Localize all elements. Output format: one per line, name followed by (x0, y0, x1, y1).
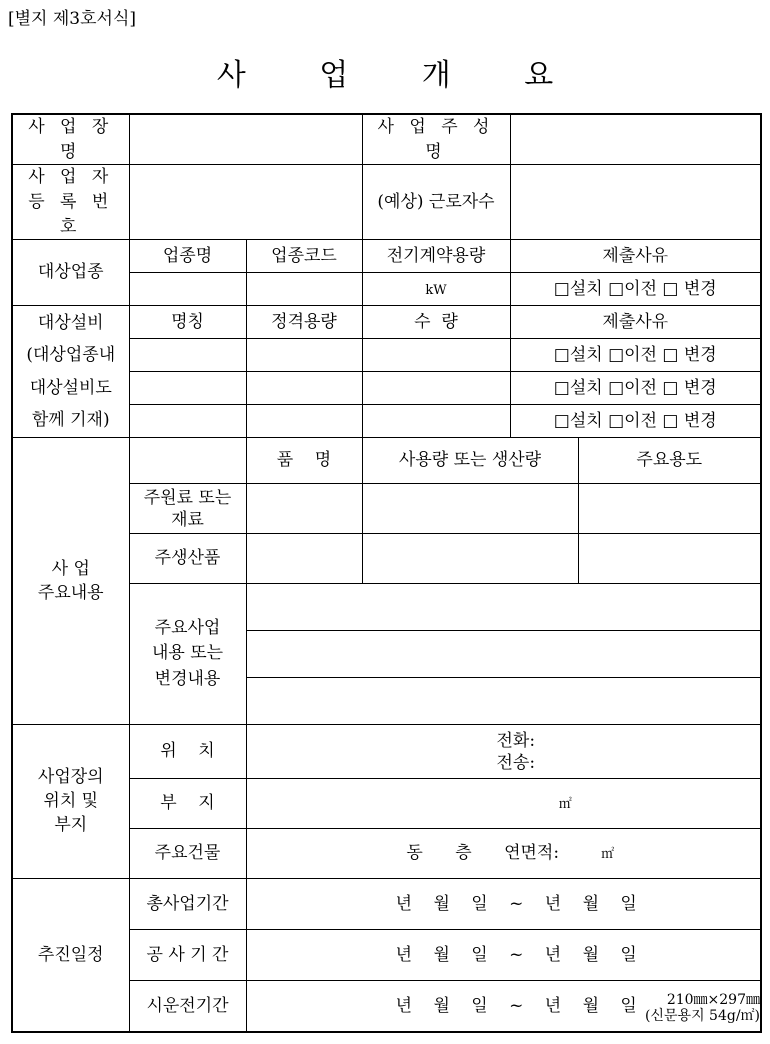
facility-name-field[interactable] (129, 339, 246, 372)
workers-field[interactable] (510, 165, 761, 240)
facility-reason-options[interactable] (510, 339, 761, 372)
business-content-label: 사 업 주요내용 (12, 438, 129, 725)
product-name-header: 품 명 (246, 438, 362, 484)
contract-power-header: 전기계약용량 (362, 240, 510, 273)
industry-name-header: 업종명 (129, 240, 246, 273)
facility-name-field[interactable] (129, 405, 246, 438)
total-period-label: 총사업기간 (129, 879, 246, 930)
site-field[interactable] (246, 779, 761, 829)
owner-name-label: 사 업 주 성 명 (362, 114, 510, 165)
kw-unit: kW (425, 282, 447, 298)
workplace-name-label: 사 업 장 명 (12, 114, 129, 165)
install-checkbox[interactable]: □설치 (553, 377, 603, 398)
main-business-label: 주요사업 내용 또는 변경내용 (129, 584, 246, 725)
industry-code-header: 업종코드 (246, 240, 362, 273)
submit-reason-header: 제출사유 (510, 240, 761, 273)
building-detail: 동 층 연면적: (406, 843, 560, 864)
phone-label: 전화: (496, 730, 536, 751)
raw-material-name-field[interactable] (246, 484, 362, 534)
owner-name-field[interactable] (510, 114, 761, 165)
change-checkbox[interactable]: □ 변경 (662, 344, 717, 365)
total-period-field[interactable] (246, 879, 761, 930)
site-label: 부 지 (129, 779, 246, 829)
main-business-line[interactable] (246, 631, 761, 678)
date-range: 년 월 일 ~ 년 월 일 (395, 944, 637, 965)
main-business-line[interactable] (246, 678, 761, 725)
quantity-field[interactable] (362, 339, 510, 372)
raw-material-label: 주원료 또는 재료 (129, 484, 246, 534)
install-checkbox[interactable]: □설치 (553, 344, 603, 365)
page-title: 사 업 개 요 (216, 58, 554, 93)
quantity-field[interactable] (362, 405, 510, 438)
install-checkbox[interactable]: □설치 (553, 278, 603, 299)
rated-capacity-field[interactable] (246, 372, 362, 405)
raw-material-usage-field[interactable] (362, 484, 578, 534)
paper-spec (645, 992, 760, 1024)
install-checkbox[interactable]: □설치 (553, 410, 603, 431)
industry-name-field[interactable] (129, 273, 246, 306)
quantity-header: 수 량 (362, 306, 510, 339)
change-checkbox[interactable]: □ 변경 (662, 278, 717, 299)
rated-capacity-header: 정격용량 (246, 306, 362, 339)
contract-power-field[interactable] (362, 273, 510, 306)
main-product-name-field[interactable] (246, 534, 362, 584)
target-industry-label: 대상업종 (12, 240, 129, 306)
facility-reason-options[interactable] (510, 405, 761, 438)
change-checkbox[interactable]: □ 변경 (662, 377, 717, 398)
industry-code-field[interactable] (246, 273, 362, 306)
main-use-header: 주요용도 (578, 438, 761, 484)
rated-capacity-field[interactable] (246, 405, 362, 438)
main-product-label: 주생산품 (129, 534, 246, 584)
workplace-name-field[interactable] (129, 114, 362, 165)
trial-period-label: 시운전기간 (129, 981, 246, 1032)
fax-label: 전송: (496, 752, 536, 773)
date-range: 년 월 일 ~ 년 월 일 (395, 995, 637, 1016)
area-unit: ㎡ (558, 797, 572, 813)
main-product-use-field[interactable] (578, 534, 761, 584)
facility-name-header: 명칭 (129, 306, 246, 339)
location-label: 위 치 (129, 725, 246, 779)
location-field[interactable] (246, 725, 761, 779)
location-block-label: 사업장의 위치 및 부지 (12, 725, 129, 879)
relocate-checkbox[interactable]: □이전 (608, 377, 657, 398)
schedule-label: 추진일정 (12, 879, 129, 1032)
date-range: 년 월 일 ~ 년 월 일 (395, 893, 637, 914)
blank-header-cell (129, 438, 246, 484)
submit-reason-options[interactable] (510, 273, 761, 306)
construction-period-label: 공 사 기 간 (129, 930, 246, 981)
facility-submit-reason-header: 제출사유 (510, 306, 761, 339)
main-building-label: 주요건물 (129, 829, 246, 879)
usage-production-header: 사용량 또는 생산량 (362, 438, 578, 484)
main-building-field[interactable] (246, 829, 761, 879)
form-label: [별지 제3호서식] (8, 9, 137, 29)
facility-reason-options[interactable] (510, 372, 761, 405)
rated-capacity-field[interactable] (246, 339, 362, 372)
main-product-usage-field[interactable] (362, 534, 578, 584)
relocate-checkbox[interactable]: □이전 (608, 410, 657, 431)
relocate-checkbox[interactable]: □이전 (608, 344, 657, 365)
reg-no-label: 사 업 자 등 록 번 호 (12, 165, 129, 240)
construction-period-field[interactable] (246, 930, 761, 981)
raw-material-use-field[interactable] (578, 484, 761, 534)
relocate-checkbox[interactable]: □이전 (608, 278, 657, 299)
business-overview-form (11, 113, 762, 1033)
change-checkbox[interactable]: □ 변경 (662, 410, 717, 431)
target-facility-label: 대상설비 (대상업종내 대상설비도 함께 기재) (12, 306, 129, 438)
main-business-line[interactable] (246, 584, 761, 631)
workers-label: (예상) 근로자수 (362, 165, 510, 240)
reg-no-field[interactable] (129, 165, 362, 240)
quantity-field[interactable] (362, 372, 510, 405)
area-unit: ㎡ (601, 847, 615, 863)
paper-type: (신문용지 54g/㎡) (645, 1008, 760, 1024)
facility-name-field[interactable] (129, 372, 246, 405)
paper-size: 210㎜×297㎜ (666, 992, 760, 1008)
